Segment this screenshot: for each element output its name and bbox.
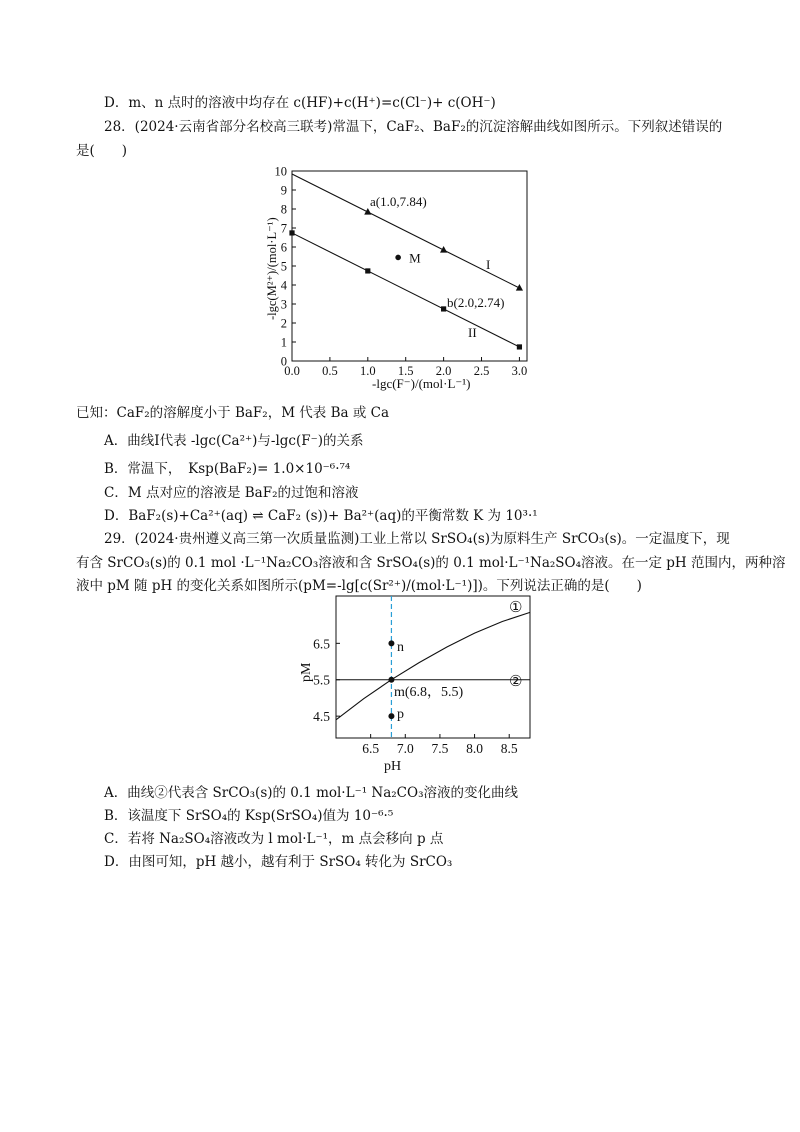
q29-stem-line1: 29．(2024·贵州遵义高三第一次质量监测)工业上常以 SrSO₄(s)为原料生产 SrCO₃(s)。一定温度下，现 — [104, 531, 730, 547]
curve-II-point — [517, 344, 522, 349]
chart2-ytick-label: 5.5 — [313, 672, 330, 688]
curve-II-label: II — [468, 325, 477, 340]
curve-1-line — [336, 612, 530, 719]
curve-I-label: I — [486, 257, 491, 272]
point-m — [388, 677, 394, 683]
chart2-xtick-label: 7.0 — [396, 741, 414, 756]
chart2-xtick-label: 8.5 — [500, 741, 518, 756]
q29-option-a: A．曲线②代表含 SrCO₃(s)的 0.1 mol·L⁻¹ Na₂CO₃溶液的变化曲线 — [104, 785, 518, 801]
chart1-ytick-label: 7 — [280, 221, 287, 236]
chart1-xtick-label: 1.0 — [359, 364, 376, 378]
chart1-xtick-label: 2.5 — [473, 364, 490, 378]
chart1-xlabel: -lgc(F⁻)/(mol·L⁻¹) — [372, 376, 471, 391]
chart1-xtick-label: 0.0 — [284, 364, 300, 378]
chart1-ytick-label: 2 — [280, 316, 287, 331]
q28-stem-line1: 28．(2024·云南省部分名校高三联考)常温下，CaF₂、BaF₂的沉淀溶解曲线如图所示。下列叙述错误的 — [104, 119, 723, 135]
q29-pm-ph-chart — [0, 590, 800, 780]
annotation-a: a(1.0,7.84) — [370, 194, 427, 209]
curve-II-point — [441, 306, 446, 311]
point-n-label: n — [397, 640, 404, 655]
chart1-ytick-label: 1 — [280, 335, 287, 350]
chart1-ytick-label: 4 — [280, 278, 287, 293]
curve-II-line — [292, 233, 519, 347]
curve-1-label: ① — [509, 600, 523, 616]
point-M — [395, 255, 401, 261]
chart1-xtick-label: 2.0 — [435, 364, 452, 378]
chart1-ylabel: -lgc(M²⁺)/(mol·L⁻¹) — [265, 217, 279, 320]
q28-option-a: A．曲线Ⅰ代表 -lgc(Ca²⁺)与-lgc(F⁻)的关系 — [104, 433, 364, 449]
chart1-ytick-label: 5 — [280, 259, 287, 274]
chart1-ytick-label: 9 — [280, 183, 287, 198]
q28-solubility-chart — [0, 160, 800, 400]
q28-option-b: B．常温下， Ksp(BaF₂)= 1.0×10⁻⁶·⁷⁴ — [104, 461, 351, 477]
curve-II-point — [289, 230, 294, 235]
point-M-label: M — [409, 250, 421, 266]
curve-II-point — [365, 268, 370, 273]
chart1-ytick-label: 3 — [280, 297, 287, 312]
chart1-xtick-label: 0.5 — [322, 364, 338, 378]
q28-option-d: D．BaF₂(s)+Ca²⁺(aq) ⇌ CaF₂ (s))+ Ba²⁺(aq)的平衡常数 K 为 10³·¹ — [104, 508, 538, 524]
q29-option-d: D．由图可知，pH 越小，越有利于 SrSO₄ 转化为 SrCO₃ — [104, 854, 453, 870]
chart1-ytick-label: 6 — [280, 240, 287, 255]
chart2-xlabel: pH — [384, 759, 402, 774]
q29-stem-line3: 液中 pM 随 pH 的变化关系如图所示(pM=-lg[c(Sr²⁺)/(mol·L⁻¹)])。下列说法正确的是( ) — [76, 578, 642, 594]
q28-option-c: C．M 点对应的溶液是 BaF₂的过饱和溶液 — [104, 485, 359, 501]
chart2-xtick-label: 6.5 — [362, 741, 380, 756]
q29-stem-line2: 有含 SrCO₃(s)的 0.1 mol ·L⁻¹Na₂CO₃溶液和含 SrSO₄(s)的 0.1 mol·L⁻¹Na₂SO₄溶液。在一定 pH 范围内，两种溶 — [76, 555, 786, 571]
point-p — [388, 713, 394, 719]
point-p-label: p — [397, 707, 404, 722]
q28-stem-line2: 是( ) — [76, 143, 128, 159]
point-m-label: m(6.8，5.5) — [394, 685, 464, 700]
chart1-xtick-label: 3.0 — [511, 364, 528, 378]
chart2-ytick-label: 4.5 — [313, 709, 330, 725]
chart2-frame — [336, 596, 530, 738]
chart2-ylabel: pM — [299, 662, 314, 682]
point-n — [388, 640, 394, 646]
chart2-xtick-label: 8.0 — [466, 741, 484, 756]
q28-given: 已知：CaF₂的溶解度小于 BaF₂，M 代表 Ba 或 Ca — [76, 405, 390, 421]
q27-option-d: D．m、n 点时的溶液中均存在 c(HF)+c(H⁺)=c(Cl⁻)+ c(OH⁻) — [104, 95, 496, 111]
q29-option-b: B．该温度下 SrSO₄的 Ksp(SrSO₄)值为 10⁻⁶·⁵ — [104, 808, 394, 824]
chart2-ytick-label: 6.5 — [313, 636, 330, 652]
chart1-xtick-label: 1.5 — [397, 364, 414, 378]
chart1-ytick-label: 0 — [280, 354, 287, 369]
chart1-ytick-label: 8 — [280, 202, 287, 217]
q29-option-c: C．若将 Na₂SO₄溶液改为 l mol·L⁻¹，m 点会移向 p 点 — [104, 831, 444, 847]
chart1-ytick-label: 10 — [274, 164, 287, 179]
curve-2-label: ② — [509, 674, 523, 690]
annotation-b: b(2.0,2.74) — [447, 295, 505, 310]
chart2-xtick-label: 7.5 — [431, 741, 449, 756]
